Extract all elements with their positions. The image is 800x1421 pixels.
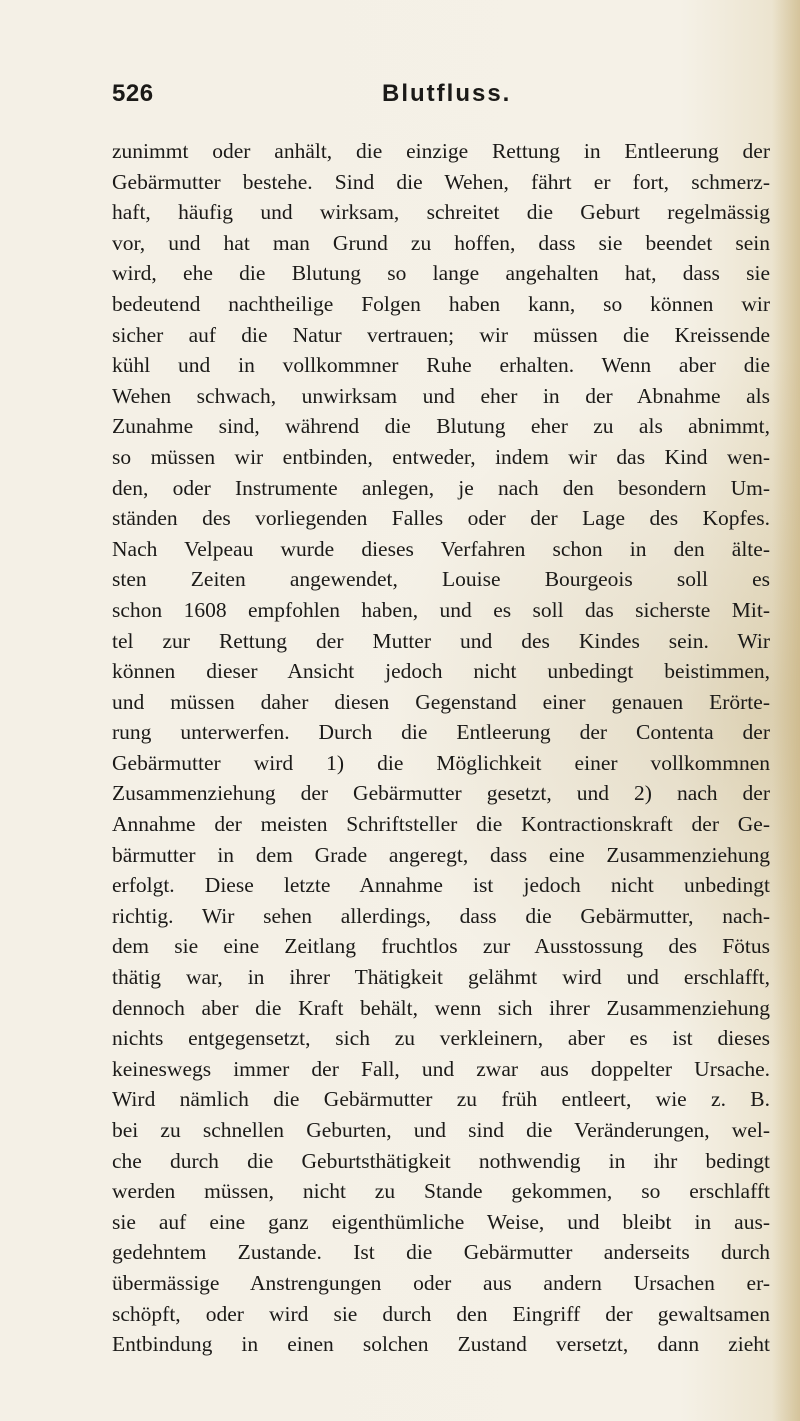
- text-line: sie auf eine ganz eigenthümliche Weise, und bleibt in aus-: [112, 1209, 770, 1234]
- text-line: vor, und hat man Grund zu hoffen, dass sie beendet sein: [112, 230, 770, 255]
- text-line: bedeutend nachtheilige Folgen haben kann, so können wir: [112, 291, 770, 316]
- text-line: keineswegs immer der Fall, und zwar aus doppelter Ursache.: [112, 1056, 770, 1081]
- text-line: Nach Velpeau wurde dieses Verfahren schon in den älte-: [112, 536, 770, 561]
- text-line: Wehen schwach, unwirksam und eher in der Abnahme als: [112, 383, 770, 408]
- text-line: thätig war, in ihrer Thätigkeit gelähmt wird und erschlafft,: [112, 965, 770, 990]
- text-line: Zusammenziehung der Gebärmutter gesetzt, und 2) nach der: [112, 781, 770, 806]
- text-line: Gebärmutter wird 1) die Möglichkeit einer vollkommnen: [112, 750, 770, 775]
- text-line: Annahme der meisten Schriftsteller die Kontractionskraft der Ge-: [112, 812, 770, 837]
- text-line: kühl und in vollkommner Ruhe erhalten. Wenn aber die: [112, 353, 770, 378]
- running-head: Blutfluss.: [382, 80, 512, 107]
- text-line: schöpft, oder wird sie durch den Eingriff der gewaltsamen: [112, 1301, 770, 1326]
- text-line: wird, ehe die Blutung so lange angehalten hat, dass sie: [112, 261, 770, 286]
- text-line: so müssen wir entbinden, entweder, indem wir das Kind wen-: [112, 444, 770, 469]
- text-line: richtig. Wir sehen allerdings, dass die Gebärmutter, nach-: [112, 903, 770, 928]
- text-line: und müssen daher diesen Gegenstand einer genauen Erörte-: [112, 689, 770, 714]
- text-line: che durch die Geburtsthätigkeit nothwendig in ihr bedingt: [112, 1148, 770, 1173]
- text-line: sten Zeiten angewendet, Louise Bourgeois soll es: [112, 567, 770, 592]
- text-line: rung unterwerfen. Durch die Entleerung der Contenta der: [112, 720, 770, 745]
- text-line: bärmutter in dem Grade angeregt, dass eine Zusammenziehung: [112, 842, 770, 867]
- text-line: nichts entgegensetzt, sich zu verkleinern, aber es ist dieses: [112, 1026, 770, 1051]
- text-line: Zunahme sind, während die Blutung eher zu als abnimmt,: [112, 414, 770, 439]
- text-line: bei zu schnellen Geburten, und sind die Veränderungen, wel-: [112, 1118, 770, 1142]
- text-line: dem sie eine Zeitlang fruchtlos zur Ausstossung des Fötus: [112, 934, 770, 959]
- text-line: werden müssen, nicht zu Stande gekommen, so erschlafft: [112, 1179, 770, 1204]
- page-header: [112, 80, 752, 116]
- text-line: gedehntem Zustande. Ist die Gebärmutter anderseits durch: [112, 1240, 770, 1265]
- text-line: den, oder Instrumente anlegen, je nach den besondern Um-: [112, 475, 770, 500]
- text-line: Wird nämlich die Gebärmutter zu früh entleert, wie z. B.: [112, 1087, 770, 1112]
- text-line: können dieser Ansicht jedoch nicht unbedingt beistimmen,: [112, 659, 770, 684]
- text-line: schon 1608 empfohlen haben, und es soll das sicherste Mit-: [112, 597, 770, 622]
- text-line: tel zur Rettung der Mutter und des Kindes sein. Wir: [112, 628, 770, 653]
- text-line: sicher auf die Natur vertrauen; wir müssen die Kreissende: [112, 322, 770, 347]
- text-line: übermässige Anstrengungen oder aus andern Ursachen er-: [112, 1270, 770, 1295]
- text-line: Gebärmutter bestehe. Sind die Wehen, fährt er fort, schmerz-: [112, 169, 770, 194]
- page-edge-shadow: [772, 0, 800, 1421]
- text-line: ständen des vorliegenden Falles oder der Lage des Kopfes.: [112, 506, 770, 531]
- text-line: Entbindung in einen solchen Zustand versetzt, dann zieht: [112, 1332, 770, 1357]
- body-text: [112, 136, 770, 1360]
- text-line: haft, häufig und wirksam, schreitet die Geburt regelmässig: [112, 200, 770, 225]
- text-line: dennoch aber die Kraft behält, wenn sich ihrer Zusammenziehung: [112, 995, 770, 1020]
- text-line: erfolgt. Diese letzte Annahme ist jedoch nicht unbedingt: [112, 873, 770, 898]
- text-line: zunimmt oder anhält, die einzige Rettung in Entleerung der: [112, 139, 770, 163]
- page-number: 526: [112, 80, 154, 107]
